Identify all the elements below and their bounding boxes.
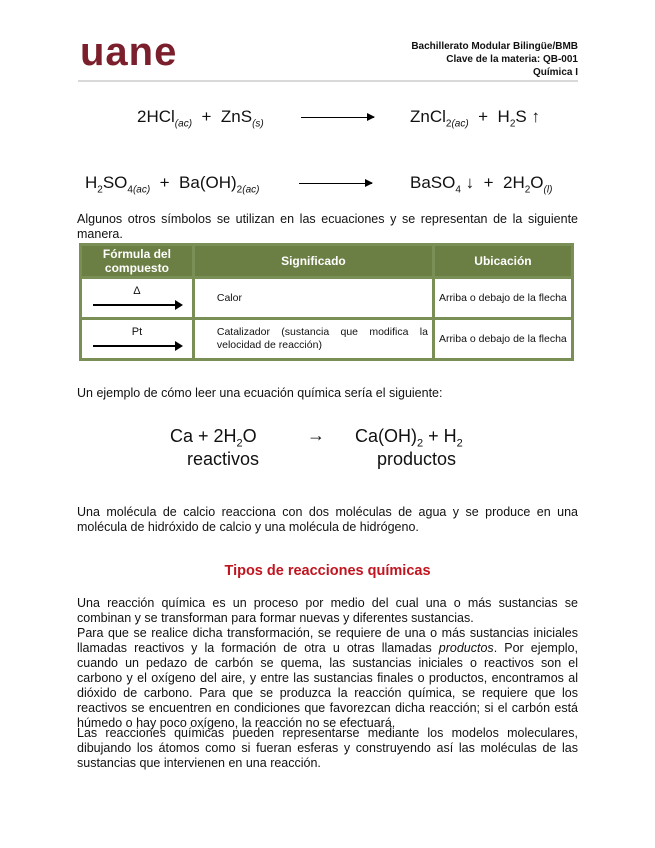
example-intro: Un ejemplo de cómo leer una ecuación química sería el siguiente: bbox=[77, 386, 443, 400]
paragraph-molecular-models: Las reacciones químicas pueden representarse mediante los modelos moleculares, dibujando los átomos como si fueran esferas y construyendo así las moléculas de las sustancias que intervienen en una reacción. bbox=[77, 726, 578, 770]
reaction-arrow bbox=[299, 183, 372, 184]
uane-logo: uane bbox=[80, 30, 178, 74]
reaction-arrow bbox=[301, 117, 374, 118]
table-header: Ubicación bbox=[433, 245, 572, 278]
catalyst-arrow-symbol bbox=[91, 324, 183, 354]
products-label: productos bbox=[377, 449, 457, 469]
table-cell: Calor bbox=[193, 278, 433, 319]
paragraph-transformation: Para que se realice dicha transformación, se requiere de una o más sustancias iniciales llamadas reactivos y la formación de otra u otras llamadas productos. Por ejemplo, cuando un pedazo de carbón se quema, las sustancias iniciales o reactivos son el carbono y el oxígeno del aire, y entre las sustancias finales o productos, encontramos al dióxido de carbono. Para que se produzca la reacción química, se requiere que los reactivos se encuentren en condiciones que favorezcan dicha reacción; si el carbón está húmedo o hay poco oxígeno, la reacción no se efectuará. bbox=[77, 626, 578, 730]
example-arrow: → bbox=[307, 425, 325, 445]
table-row bbox=[81, 278, 573, 319]
symbol-label: Δ bbox=[133, 285, 141, 297]
table-row bbox=[81, 319, 573, 360]
equation-2-reactants: $H_2SO_{4(ac)} + Ba(OH)_{2(ac)}$ bbox=[85, 173, 260, 196]
table-cell: Arriba o debajo de la flecha bbox=[433, 278, 572, 319]
equation-2-products: BaSO$_4$ ↓ + $2H_2O_{(l)}$ bbox=[410, 173, 553, 196]
heat-arrow-symbol bbox=[91, 283, 183, 313]
table-cell: Catalizador (sustancia que modifica la velocidad de reacción) bbox=[193, 319, 433, 360]
symbol-label: Pt bbox=[131, 326, 143, 338]
symbols-intro: Algunos otros símbolos se utilizan en las ecuaciones y se representan de la siguiente manera. bbox=[77, 212, 578, 241]
example-reactants: $Ca + 2H_2O$ bbox=[170, 426, 257, 450]
arrow-icon bbox=[93, 304, 177, 306]
subject-name: Química I bbox=[532, 67, 578, 78]
equation-1-products: ZnCl$_{2(ac)}$ + $H_2S$ ↑ bbox=[410, 107, 540, 130]
table-header: Fórmula del compuesto bbox=[81, 245, 194, 278]
example-products: $Ca(OH)_2 + H_2$ bbox=[355, 426, 463, 450]
course-key: Clave de la materia: QB-001 bbox=[446, 54, 578, 65]
paragraph-definition: Una reacción química es un proceso por medio del cual una o más sustancias se combinan y se transforman para formar nuevas y diferentes sustancias. bbox=[77, 596, 578, 625]
header-divider bbox=[78, 80, 578, 82]
program-name: Bachillerato Modular Bilingüe/BMB bbox=[411, 41, 578, 52]
example-explanation: Una molécula de calcio reacciona con dos moléculas de agua y se produce en una molécula de hidróxido de calcio y una molécula de hidrógeno. bbox=[77, 505, 578, 534]
table-header: Significado bbox=[193, 245, 433, 278]
table-cell bbox=[81, 319, 194, 360]
arrow-icon bbox=[93, 345, 177, 347]
table-cell bbox=[81, 278, 194, 319]
section-title: Tipos de reacciones químicas bbox=[224, 563, 431, 579]
reactants-label: reactivos bbox=[187, 449, 260, 469]
equation-1-reactants: 2HCl$_{(ac)}$ + ZnS$_{(s)}$ bbox=[137, 107, 264, 130]
table-header-row bbox=[81, 245, 573, 278]
document-header bbox=[411, 40, 578, 79]
symbols-table bbox=[79, 243, 574, 361]
table-cell: Arriba o debajo de la flecha bbox=[433, 319, 572, 360]
